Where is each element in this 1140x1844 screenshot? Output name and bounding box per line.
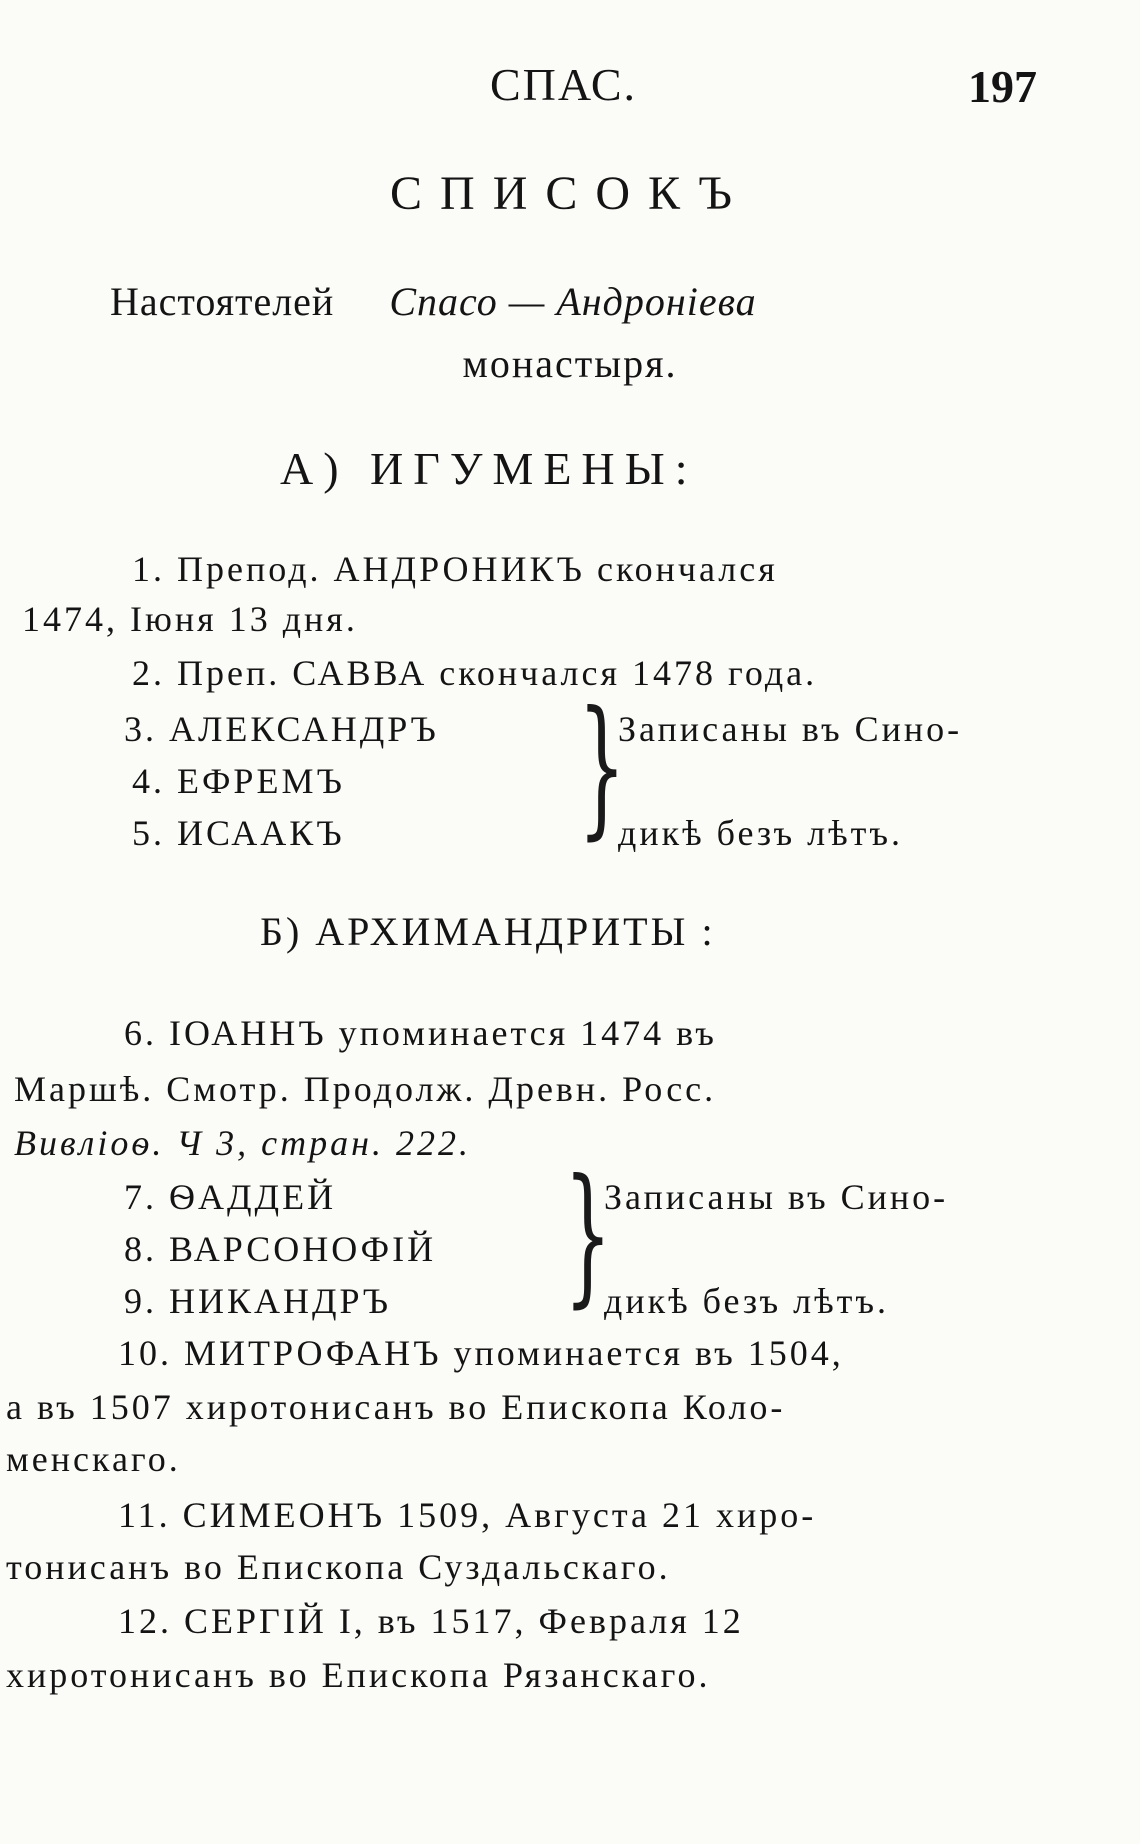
running-head: СПАС. bbox=[490, 59, 638, 110]
subtitle-line-2: монастыря. bbox=[462, 341, 678, 386]
text-line: 8. ВАРСОНОФІЙ bbox=[124, 1229, 437, 1269]
text-line: 1. Препод. АНДРОНИКЪ скончался bbox=[132, 549, 778, 589]
brace-note: дикѣ безъ лѣтъ. bbox=[604, 1281, 889, 1321]
text-line: 6. ІОАННЪ упоминается 1474 въ bbox=[124, 1013, 717, 1053]
section-b-heading: Б) АРХИМАНДРИТЫ : bbox=[260, 909, 716, 954]
page-number: 197 bbox=[968, 61, 1037, 112]
brace-note: Записаны въ Сино- bbox=[618, 709, 963, 749]
text-line: тонисанъ во Епископа Суздальскаго. bbox=[6, 1547, 671, 1587]
brace-icon: } bbox=[578, 680, 626, 854]
text-line: менскаго. bbox=[6, 1439, 181, 1479]
page-title: СПИСОКЪ bbox=[390, 167, 750, 220]
text-line: 12. СЕРГІЙ I, въ 1517, Февраля 12 bbox=[118, 1601, 744, 1641]
text-line: 3. АЛЕКСАНДРЪ bbox=[124, 709, 439, 749]
text-line: 1474, Іюня 13 дня. bbox=[22, 599, 358, 639]
text-line: 9. НИКАНДРЪ bbox=[124, 1281, 391, 1321]
text-line: 4. ЕФРЕМЪ bbox=[132, 761, 345, 801]
brace-note: дикѣ безъ лѣтъ. bbox=[618, 813, 903, 853]
text-line: 2. Преп. САВВА скончался 1478 года. bbox=[132, 653, 818, 693]
brace-icon: } bbox=[564, 1148, 612, 1322]
text-line: хиротонисанъ во Епископа Рязанскаго. bbox=[6, 1655, 711, 1695]
text-line: 10. МИТРОФАНЪ упоминается въ 1504, bbox=[118, 1333, 844, 1373]
section-a-heading: А) ИГУМЕНЫ: bbox=[280, 443, 698, 494]
text-line: 11. СИМЕОНЪ 1509, Августа 21 хиро- bbox=[118, 1495, 817, 1535]
text-line: Вивліоѳ. Ч 3, стран. 222. bbox=[14, 1123, 471, 1163]
text-line: Маршѣ. Смотр. Продолж. Древн. Росс. bbox=[14, 1069, 717, 1109]
subtitle-line-1 bbox=[110, 278, 757, 325]
text-line: 7. ѲАДДЕЙ bbox=[124, 1177, 337, 1217]
text-line: а въ 1507 хиротонисанъ во Епископа Коло- bbox=[6, 1387, 786, 1427]
brace-note: Записаны въ Сино- bbox=[604, 1177, 949, 1217]
text-line: 5. ИСААКЪ bbox=[132, 813, 345, 853]
subtitle-text: Настоятелей bbox=[110, 279, 335, 324]
subtitle-italic-text: Спасо — Андроніева bbox=[389, 279, 757, 324]
